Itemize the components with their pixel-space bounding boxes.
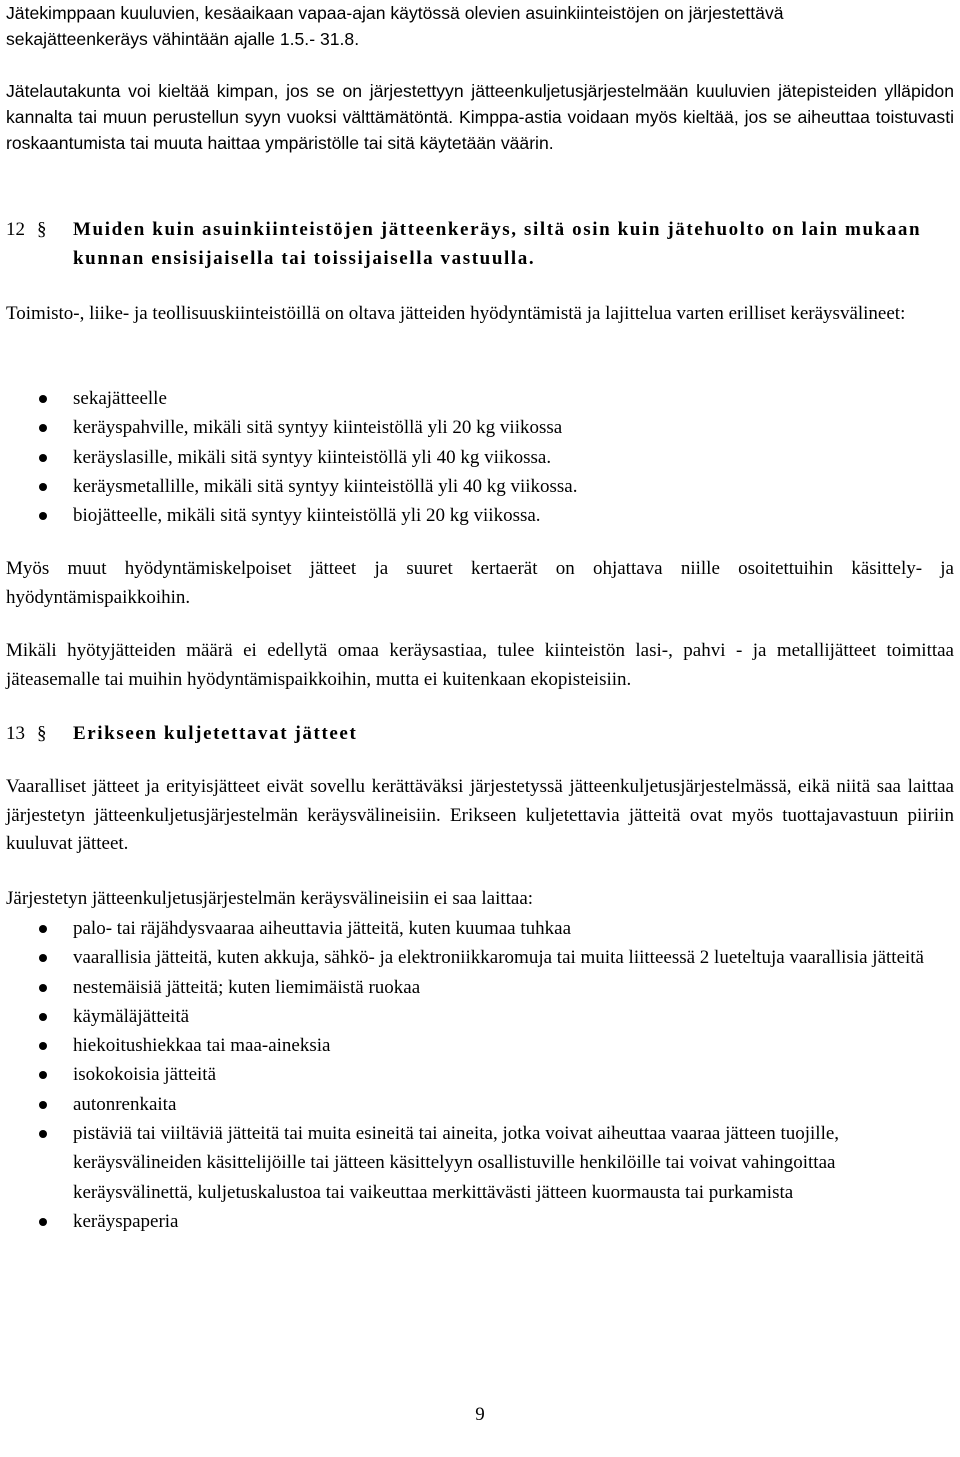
intro-line-1: Jätekimppaan kuuluvien, kesäaikaan vapaa-ajan käytössä olevien asuinkiinteistöjen on järjestettävä (6, 3, 784, 23)
bullet-icon (39, 454, 47, 462)
bullet-icon (39, 1130, 47, 1138)
bullet-icon (39, 395, 47, 403)
section-13-paragraph-2: Järjestetyn jätteenkuljetusjärjestelmän keräysvälineisiin ei saa laittaa: (6, 888, 534, 909)
intro-paragraph-2: Jätelautakunta voi kieltää kimpan, jos se on järjestettyyn jätteenkuljetusjärjestelmään kuuluvien jätepisteiden ylläpidon kannalta tai muun perustellun syyn vuoksi välttämätöntä. Kimppa-astia voidaan myös kieltää, jos se aiheuttaa toistuvasti roskaantumista tai muuta haittaa ympäristölle tai sitä käytetään väärin. (6, 81, 954, 153)
page-number: 9 (475, 1404, 485, 1425)
section-13-title: Erikseen kuljetettavat jätteet (73, 723, 358, 744)
section-13-list (0, 914, 960, 1236)
bullet-icon (39, 1218, 47, 1226)
list-item: biojätteelle, mikäli sitä syntyy kiinteistöllä yli 20 kg viikossa. (0, 501, 960, 530)
list-item: vaarallisia jätteitä, kuten akkuja, sähkö- ja elektroniikkaromuja tai muita liitteessä 2 lueteltuja vaarallisia jätteitä (0, 943, 960, 972)
list-item: käymäläjätteitä (0, 1002, 960, 1031)
bullet-icon (39, 1013, 47, 1021)
section-12-heading (6, 216, 954, 273)
section-12-number: 12 (6, 219, 25, 240)
list-item: keräysmetallille, mikäli sitä syntyy kiinteistöllä yli 40 kg viikossa. (0, 472, 960, 501)
list-item: keräyspahville, mikäli sitä syntyy kiinteistöllä yli 20 kg viikossa (0, 413, 960, 442)
list-item: keräyslasille, mikäli sitä syntyy kiinteistöllä yli 40 kg viikossa. (0, 443, 960, 472)
bullet-icon (39, 1071, 47, 1079)
list-item: nestemäisiä jätteitä; kuten liemimäistä ruokaa (0, 973, 960, 1002)
section-12-paragraph-2: Myös muut hyödyntämiskelpoiset jätteet ja suuret kertaerät on ohjattava niille osoitettuihin käsittely- ja hyödyntämispaikkoihin. (6, 558, 954, 608)
list-item: autonrenkaita (0, 1090, 960, 1119)
section-13-heading (6, 720, 954, 749)
section-symbol: § (37, 219, 47, 240)
bullet-icon (39, 512, 47, 520)
bullet-icon (39, 954, 47, 962)
bullet-icon (39, 925, 47, 933)
section-12-paragraph-1: Toimisto-, liike- ja teollisuuskiinteistöillä on oltava jätteiden hyödyntämistä ja lajittelua varten erilliset keräysvälineet: (6, 303, 906, 324)
bullet-icon (39, 1101, 47, 1109)
bullet-icon (39, 984, 47, 992)
bullet-icon (39, 424, 47, 432)
section-12-paragraph-3: Mikäli hyötyjätteiden määrä ei edellytä omaa keräysastiaa, tulee kiinteistön lasi-, pahvi - ja metallijätteet toimittaa jäteasemalle tai muihin hyödyntämispaikkoihin, mutta ei kuitenkaan ekopisteisiin. (6, 640, 954, 690)
bullet-icon (39, 483, 47, 491)
section-symbol: § (37, 723, 47, 744)
bullet-icon (39, 1042, 47, 1050)
section-13-number: 13 (6, 723, 25, 744)
list-item: sekajätteelle (0, 384, 960, 413)
section-12-list (0, 384, 960, 530)
section-12-title: Muiden kuin asuinkiinteistöjen jätteenkeräys, siltä osin kuin jätehuolto on lain mukaan kunnan ensisijaisella tai toissijaisella vastuulla. (73, 219, 922, 269)
list-item: keräyspaperia (0, 1207, 960, 1236)
section-13-paragraph-1: Vaaralliset jätteet ja erityisjätteet eivät sovellu kerättäväksi järjestetyssä jätteenkuljetusjärjestelmässä, eikä niitä saa laittaa järjestetyn jätteenkuljetusjärjestelmän keräysvälineisiin. Erikseen kuljetettavia jätteitä ovat myös tuottajavastuun piiriin kuuluvat jätteet. (6, 776, 954, 854)
list-item: isokokoisia jätteitä (0, 1060, 960, 1089)
list-item: palo- tai räjähdysvaaraa aiheuttavia jätteitä, kuten kuumaa tuhkaa (0, 914, 960, 943)
intro-line-2: sekajätteenkeräys vähintään ajalle 1.5.- 31.8. (6, 29, 360, 49)
list-item: pistäviä tai viiltäviä jätteitä tai muita esineitä tai aineita, jotka voivat aiheuttaa vaaraa jätteen tuojille, keräysvälineiden käsittelijöille tai jätteen käsittelyyn osallistuville henkilöille tai voivat vahingoittaa keräysvälinettä, kuljetuskalustoa tai vaikeuttaa merkittävästi jätteen kuormausta tai purkamista (0, 1119, 960, 1207)
list-item: hiekoitushiekkaa tai maa-aineksia (0, 1031, 960, 1060)
